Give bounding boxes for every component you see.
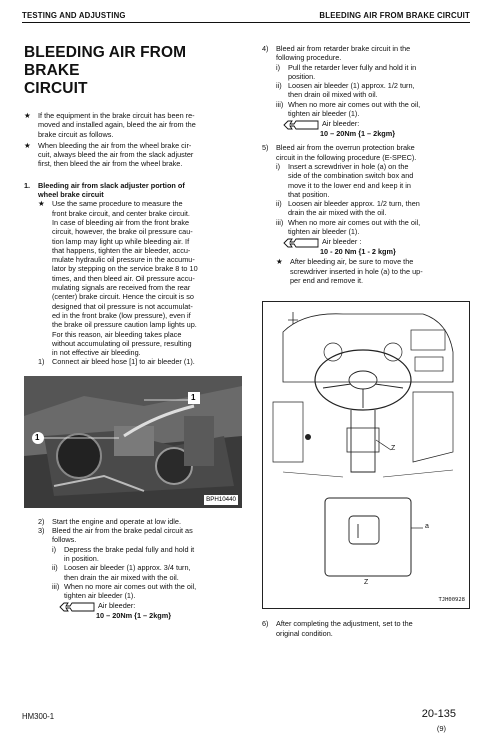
model-number: HM300-1 bbox=[22, 712, 55, 721]
step-2: 2) Start the engine and operate at low idle. bbox=[38, 516, 181, 526]
step-3-i: i) Depress the brake pedal fully and hold it in position. bbox=[52, 544, 195, 563]
star-icon: ★ bbox=[24, 111, 31, 120]
step-5-iii: iii) When no more air comes out with the oil, tighten air bleeder (1). bbox=[276, 217, 421, 237]
star-icon: ★ bbox=[38, 199, 45, 209]
star-icon: ★ bbox=[276, 257, 283, 267]
note-item: ★ If the equipment in the brake circuit has been re- moved and installed again, bleed the air from the brake circuit as follows. bbox=[24, 111, 196, 139]
hole-label: a bbox=[425, 523, 429, 531]
page-number: 20-135 bbox=[421, 708, 456, 720]
step-3-iii: iii) When no more air comes out with the oil, tighten air bleeder (1). bbox=[52, 581, 197, 601]
wrench-icon bbox=[282, 237, 320, 249]
star-icon: ★ bbox=[24, 140, 31, 150]
step-5-i: i) Insert a screwdriver in hole (a) on the side of the combination switch box and move it to the lower end and keep it in that position. bbox=[276, 161, 414, 199]
torque-spec: Air bleeder : 10 - 20 Nm {1 - 2 kgm} bbox=[276, 237, 472, 257]
page-title: BLEEDING AIR FROM BRAKE CIRCUIT bbox=[24, 44, 187, 97]
detail-caption: Z bbox=[364, 579, 369, 587]
photo-callout: 1 bbox=[191, 392, 196, 402]
step-3-ii: ii) Loosen air bleeder (1) approx. 3/4 turn, then drain the air mixed with the oil. bbox=[52, 563, 191, 582]
photo-id: BPH10440 bbox=[206, 496, 236, 504]
wrench-icon bbox=[282, 119, 320, 131]
page-header bbox=[22, 8, 470, 22]
header-section: TESTING AND ADJUSTING bbox=[22, 11, 126, 20]
right-column bbox=[262, 44, 472, 638]
bleeder-photo bbox=[24, 376, 242, 508]
step-4-ii: ii) Loosen air bleeder (1) approx. 1/2 turn, then drain oil mixed with oil. bbox=[276, 81, 415, 100]
step-3: 3) Bleed the air from the brake pedal circuit as follows. i) Depress the brake pedal fully and hold it in position. ii) Loosen air bleeder (1) approx. 3/4 turn, then drain the air mixed with the oil. iii) When no more air comes out with the oil, tighten air bleeder (1). Air bleeder: 10 – 20Nm {1 – 2kgm} bbox=[38, 526, 240, 621]
cab-diagram bbox=[262, 301, 470, 609]
step-5-ii: ii) Loosen air bleeder approx. 1/2 turn, then drain the air mixed with the oil. bbox=[276, 199, 420, 218]
step-4-iii: iii) When no more air comes out with the oil, tighten air bleeder (1). bbox=[276, 99, 421, 119]
section-heading: 1. Bleeding air from slack adjuster portion of wheel brake circuit bbox=[24, 180, 185, 200]
header-topic: BLEEDING AIR FROM BRAKE CIRCUIT bbox=[319, 11, 470, 20]
detail-marker: Z bbox=[391, 445, 396, 453]
wrench-icon bbox=[58, 601, 96, 613]
step-4: 4) Bleed air from retarder brake circuit in the following procedure. i) Pull the retarder lever fully and hold it in position. ii) Loosen air bleeder (1) approx. 1/2 turn, then drain oil mixed with oil. iii) When no more air comes out with the oil, tighten air bleeder (1). Air bleeder: 10 – 20Nm {1 – 2kgm} bbox=[262, 44, 472, 139]
step-5: 5) Bleed air from the overrun protection brake circuit in the following procedure (E-SPEC). i) Insert a screwdriver in hole (a) on the side of the combination switch box and move it to the lower end and keep it in that position. ii) Loosen air bleeder approx. 1/2 turn, then drain the air mixed with the oil. iii) When no more air comes out with the oil, tighten air bleeder (1). Air bleeder : 10 - 20 Nm {1 - 2 kgm} bbox=[262, 143, 472, 257]
torque-spec: Air bleeder: 10 – 20Nm {1 – 2kgm} bbox=[52, 601, 240, 621]
torque-spec: Air bleeder: 10 – 20Nm {1 – 2kgm} bbox=[276, 119, 472, 139]
after-note: ★ After bleeding air, be sure to move the screwdriver inserted in hole (a) to the up- per end and remove it. bbox=[276, 257, 423, 285]
header-rule bbox=[22, 22, 470, 23]
step-4-i: i) Pull the retarder lever fully and hold it in position. bbox=[276, 62, 417, 81]
step-1: 1) Connect air bleed hose [1] to air bleeder (1). bbox=[38, 357, 195, 367]
left-column bbox=[24, 44, 240, 621]
photo-callout: 1 bbox=[35, 432, 40, 442]
note-item: ★ When bleeding the air from the wheel brake cir- cuit, always bleed the air from the slack adjuster first, then bleed the air from the wheel brake. bbox=[24, 140, 194, 169]
revision-number: (9) bbox=[436, 724, 446, 733]
figure-id: TJH00928 bbox=[438, 596, 465, 603]
caution-note: ★ Use the same procedure to measure the front brake circuit, and center brake circuit. In case of bleeding air from the front brake circuit, however, the brake oil pressure cau- tion lamp may light up while bleeding air. If that happens, tighten the air bleeder, accu- mulate hydraulic oil pressure in the accumu- lator by stepping on the service brake 8 to 10 times, and then bleed air. Oil pressure accu- mulating signals are received from the rear (center) brake circuit. Hence the circuit is so designed that oil pressure is not accumulat- ed in the front brake (low pressure), even if the brake oil pressure caution lamp lights up. For this reason, air bleeding takes place without accumulating oil pressure, resulting in not effective air bleeding. bbox=[38, 199, 198, 358]
step-6: 6) After completing the adjustment, set to the original condition. bbox=[262, 619, 413, 638]
